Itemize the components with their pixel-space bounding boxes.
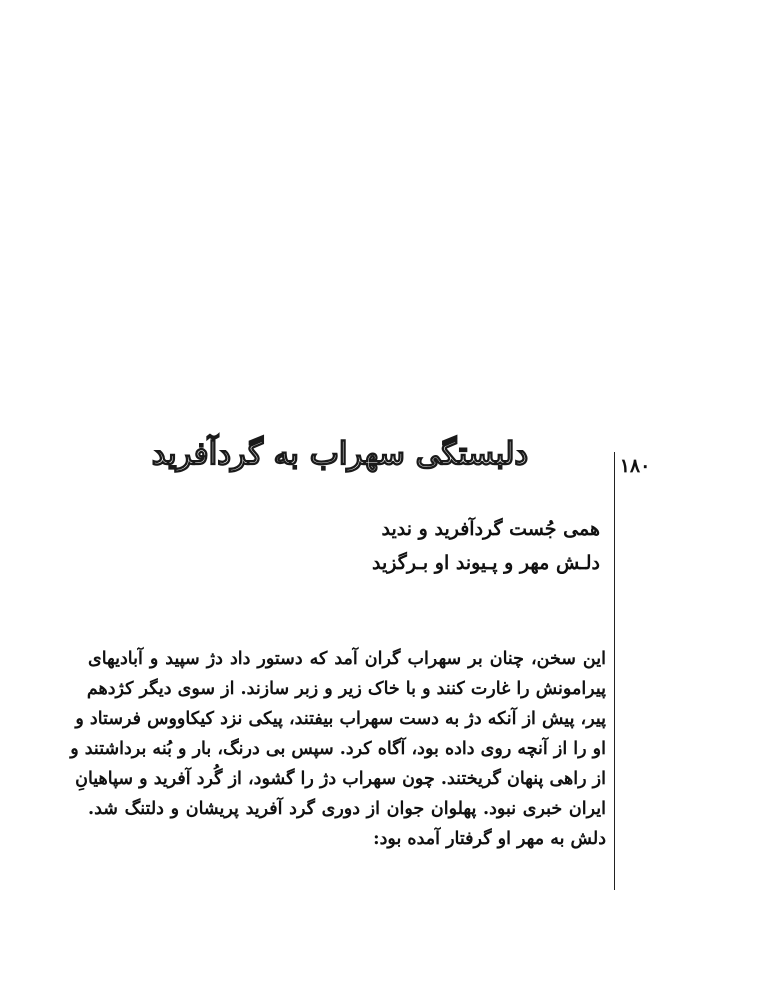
verse-line: دلـش مهر و پـیوند او بـرگزید bbox=[372, 552, 600, 574]
verse-line: همی جُست گردآفرید و ندید bbox=[381, 518, 600, 540]
prose-line: این سخن، چنان بر سهراب گران آمد که دستور داد دژ سپید و آبادیهای bbox=[88, 649, 606, 669]
prose-line: دلش به مهر او گرفتار آمده بود: bbox=[373, 829, 606, 849]
prose-line: او را از آنچه روی داده بود، آگاه کرد. سپس بی درنگ، بار و بُنه برداشتند و bbox=[70, 739, 606, 759]
prose-line: پیر، پیش از آنکه دژ به دست سهراب بیفتند، پیکی نزد کیکاووس فرستاد و bbox=[75, 709, 606, 729]
prose-line: از راهی پنهان گریختند. چون سهراب دژ را گشود، از گُرد آفرید و سپاهیانِ bbox=[75, 769, 606, 789]
verse-couplet bbox=[300, 512, 600, 580]
prose-line: پیرامونش را غارت کنند و با خاک زیر و زبر سازند. از سوی دیگر کژدهم bbox=[86, 679, 606, 699]
margin-rule bbox=[614, 452, 615, 890]
prose-line: ایران خبری نبود. پهلوان جوان از دوری گرد آفرید پریشان و دلتنگ شد. bbox=[88, 799, 606, 819]
page-number: ۱۸۰ bbox=[619, 455, 651, 477]
prose-paragraph bbox=[70, 644, 606, 854]
chapter-title: دلبستگی سهراب به گردآفرید bbox=[151, 436, 529, 472]
